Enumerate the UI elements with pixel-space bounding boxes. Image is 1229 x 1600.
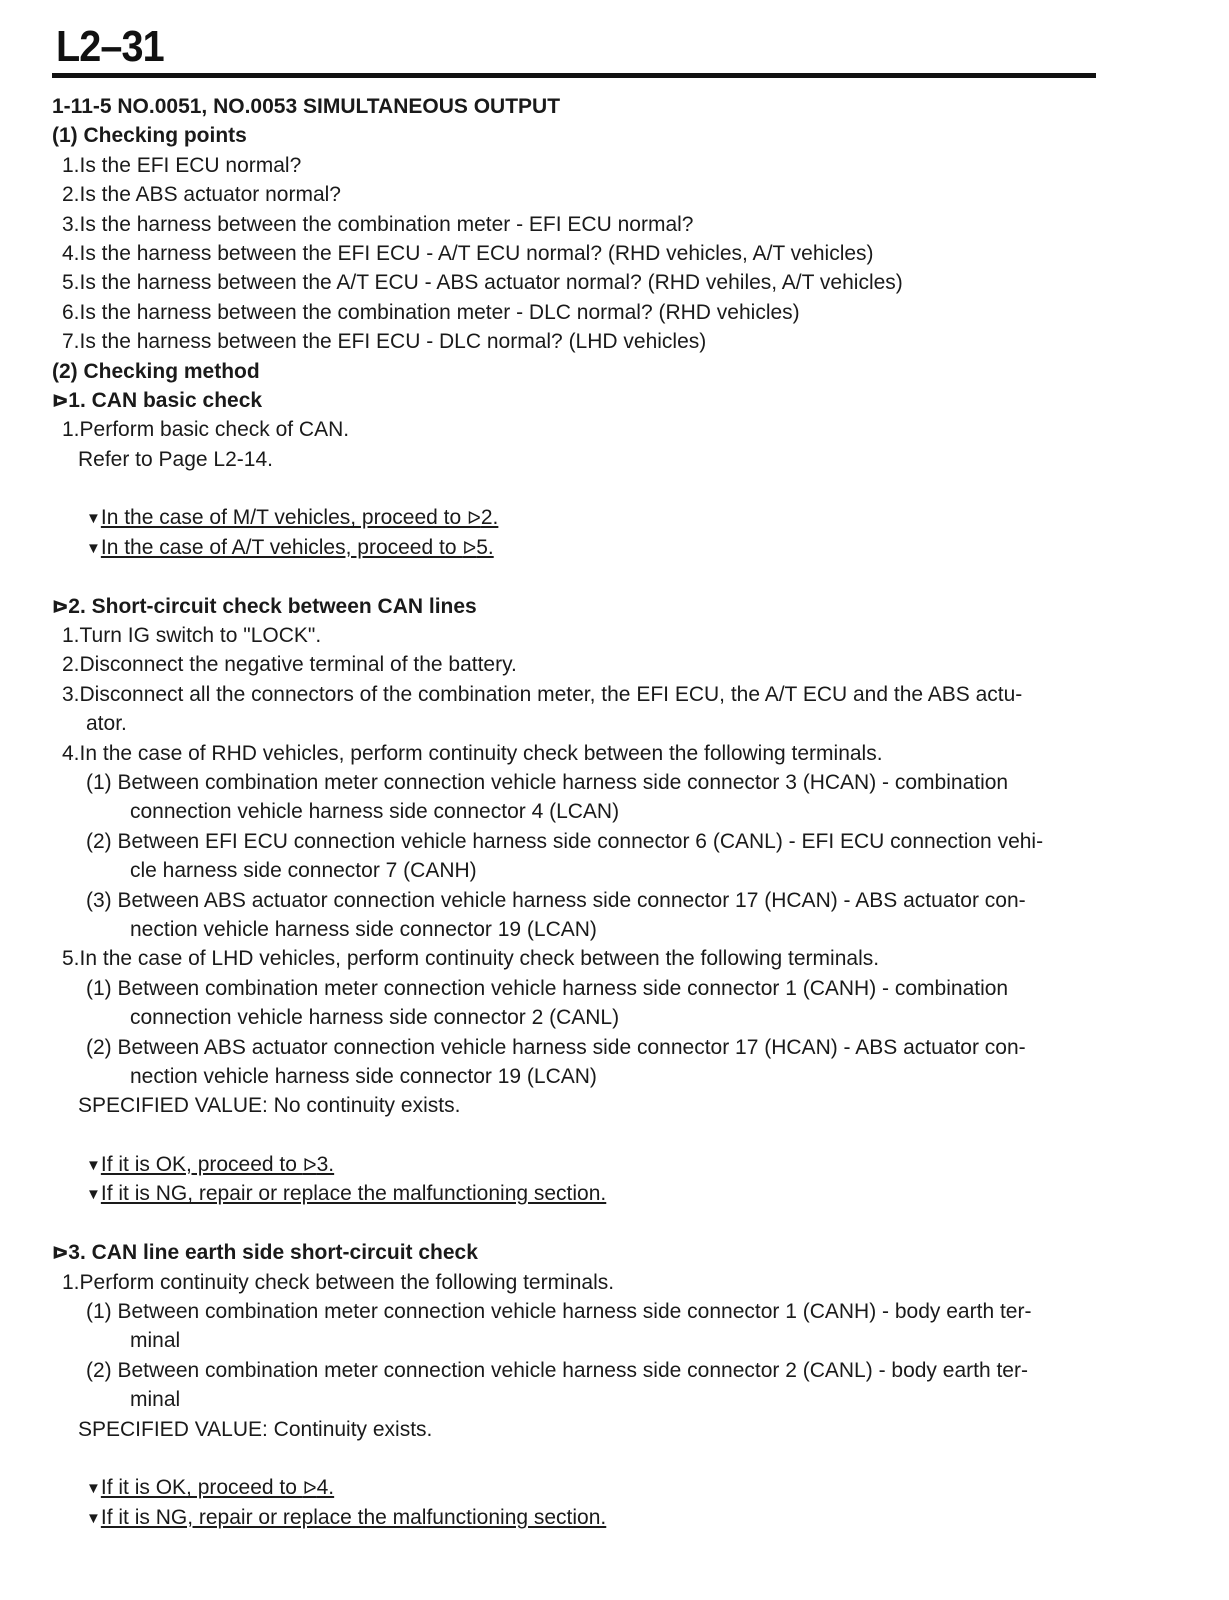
down-triangle-icon: ▼ bbox=[86, 1480, 101, 1498]
checking-point-item: 7.Is the harness between the EFI ECU - DLC normal? (LHD vehicles) bbox=[62, 330, 707, 354]
result-text: In the case of A/T vehicles, proceed to ᐅ5. bbox=[100, 535, 494, 559]
step2-subitem-cont: nection vehicle harness side connector 19 (LCAN) bbox=[130, 917, 597, 941]
step1-heading bbox=[52, 386, 1112, 415]
checking-point-item: 1.Is the EFI ECU normal? bbox=[62, 153, 302, 177]
step3-item: 1.Perform continuity check between the following terminals. bbox=[62, 1270, 615, 1294]
step1-item: 1.Perform basic check of CAN. bbox=[62, 418, 350, 442]
checking-point-item: 6.Is the harness between the combination meter - DLC normal? (RHD vehicles) bbox=[62, 300, 800, 324]
checking-point-item: 2.Is the ABS actuator normal? bbox=[62, 183, 341, 207]
step1-result-mt bbox=[52, 503, 1112, 532]
checking-point-item: 4.Is the harness between the EFI ECU - A/T ECU normal? (RHD vehicles, A/T vehicles) bbox=[62, 241, 874, 265]
down-triangle-icon: ▼ bbox=[86, 1157, 101, 1175]
step-triangle-icon: ᐅ bbox=[52, 390, 69, 411]
step2-item: 4.In the case of RHD vehicles, perform continuity check between the following terminals. bbox=[62, 741, 883, 765]
step2-subitem-cont: cle harness side connector 7 (CANH) bbox=[130, 859, 477, 883]
down-triangle-icon: ▼ bbox=[86, 539, 101, 557]
step3-subitem-cont: minal bbox=[130, 1329, 181, 1353]
step2-specified-value: SPECIFIED VALUE: No continuity exists. bbox=[78, 1094, 461, 1118]
step-triangle-icon: ᐅ bbox=[467, 508, 481, 529]
step2-subitem-cont: nection vehicle harness side connector 19 (LCAN) bbox=[130, 1064, 597, 1088]
step2-subitem: (1) Between combination meter connection vehicle harness side connector 3 (HCAN) - combination bbox=[86, 770, 1009, 794]
step-triangle-icon: ᐅ bbox=[302, 1478, 317, 1499]
step1-result-at bbox=[52, 533, 1112, 562]
step-triangle-icon: ᐅ bbox=[462, 537, 477, 558]
document-body bbox=[52, 92, 1112, 1532]
page-number: L2–31 bbox=[56, 22, 164, 71]
step2-subitem-cont: connection vehicle harness side connector 4 (LCAN) bbox=[130, 800, 620, 824]
step2-item-cont: ator. bbox=[86, 712, 127, 736]
step2-item: 2.Disconnect the negative terminal of the battery. bbox=[62, 653, 517, 677]
result-text: If it is NG, repair or replace the malfunctioning section. bbox=[100, 1182, 607, 1206]
step2-item: 5.In the case of LHD vehicles, perform continuity check between the following terminals. bbox=[62, 947, 880, 971]
result-text: In the case of M/T vehicles, proceed to ᐅ2. bbox=[100, 506, 499, 530]
step3-specified-value: SPECIFIED VALUE: Continuity exists. bbox=[78, 1417, 433, 1441]
result-text: If it is OK, proceed to ᐅ3. bbox=[100, 1153, 335, 1177]
step3-result-ng bbox=[52, 1503, 1112, 1532]
checking-method-heading: (2) Checking method bbox=[52, 359, 260, 383]
down-triangle-icon: ▼ bbox=[86, 510, 101, 528]
step1-heading-text: 1. CAN basic check bbox=[68, 388, 263, 412]
section-title: 1-11-5 NO.0051, NO.0053 SIMULTANEOUS OUTPUT bbox=[52, 95, 561, 118]
step3-result-ok bbox=[52, 1473, 1112, 1502]
checking-points-heading: (1) Checking points bbox=[52, 124, 247, 148]
step-triangle-icon: ᐅ bbox=[52, 596, 69, 617]
step2-result-ng bbox=[52, 1179, 1112, 1208]
step2-heading bbox=[52, 592, 1112, 621]
step2-subitem: (1) Between combination meter connection vehicle harness side connector 1 (CANH) - combination bbox=[86, 976, 1009, 1000]
checking-point-item: 5.Is the harness between the A/T ECU - ABS actuator normal? (RHD vehiles, A/T vehicles) bbox=[62, 271, 903, 295]
header-rule bbox=[52, 73, 1096, 78]
down-triangle-icon: ▼ bbox=[86, 1509, 101, 1527]
checking-point-item: 3.Is the harness between the combination meter - EFI ECU normal? bbox=[62, 212, 694, 236]
step2-subitem-cont: connection vehicle harness side connector 2 (CANL) bbox=[130, 1006, 620, 1030]
step3-subitem-cont: minal bbox=[130, 1388, 181, 1412]
step-triangle-icon: ᐅ bbox=[52, 1243, 69, 1264]
step2-subitem: (2) Between ABS actuator connection vehicle harness side connector 17 (HCAN) - ABS actuator con- bbox=[86, 1035, 1026, 1059]
step2-result-ok bbox=[52, 1150, 1112, 1179]
step1-reference: Refer to Page L2-14. bbox=[78, 447, 273, 471]
result-text: If it is OK, proceed to ᐅ4. bbox=[100, 1476, 335, 1500]
step2-subitem: (3) Between ABS actuator connection vehicle harness side connector 17 (HCAN) - ABS actuator con- bbox=[86, 888, 1026, 912]
step3-heading-text: 3. CAN line earth side short-circuit check bbox=[68, 1241, 478, 1265]
step3-subitem: (1) Between combination meter connection vehicle harness side connector 1 (CANH) - body earth ter- bbox=[86, 1300, 1032, 1324]
result-text: If it is NG, repair or replace the malfunctioning section. bbox=[100, 1505, 607, 1529]
step-triangle-icon: ᐅ bbox=[302, 1155, 317, 1176]
step3-subitem: (2) Between combination meter connection vehicle harness side connector 2 (CANL) - body earth ter- bbox=[86, 1358, 1028, 1382]
down-triangle-icon: ▼ bbox=[86, 1186, 101, 1204]
step3-heading bbox=[52, 1238, 1112, 1267]
step2-subitem: (2) Between EFI ECU connection vehicle harness side connector 6 (CANL) - EFI ECU connection vehi- bbox=[86, 829, 1044, 853]
step2-item: 1.Turn IG switch to "LOCK". bbox=[62, 624, 322, 648]
step2-item: 3.Disconnect all the connectors of the combination meter, the EFI ECU, the A/T ECU and the ABS actu- bbox=[62, 682, 1023, 706]
step2-heading-text: 2. Short-circuit check between CAN lines bbox=[68, 594, 477, 618]
